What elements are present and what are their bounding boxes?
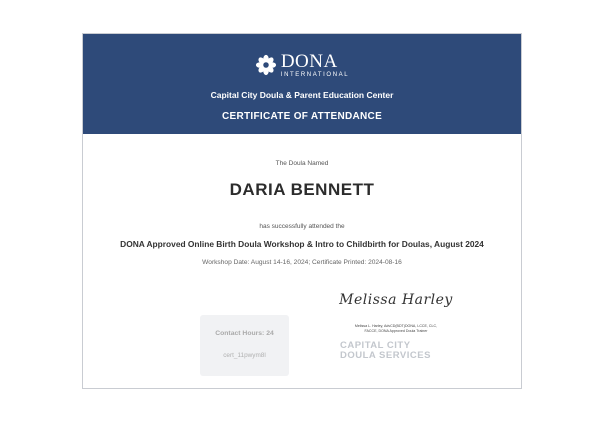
capital-city-doula-services-logo	[340, 341, 450, 361]
signature: Melissa Harley	[339, 292, 453, 308]
flower-icon	[255, 54, 277, 76]
attended-text: has successfully attended the	[259, 223, 345, 230]
signer-line-2: FACCE, DONA Approved Doula Trainer	[364, 329, 428, 334]
organization-name: Capital City Doula & Parent Education Center	[210, 90, 394, 100]
workshop-dates: Workshop Date: August 14-16, 2024; Certificate Printed: 2024-08-16	[202, 259, 402, 266]
certificate-banner	[83, 34, 521, 134]
certificate-title: CERTIFICATE OF ATTENDANCE	[221, 111, 383, 122]
course-title: DONA Approved Online Birth Doula Workshop & Intro to Childbirth for Doulas, August 2024	[120, 239, 484, 249]
logo-word: DONA	[280, 51, 338, 72]
services-logo-line-2: DOULA SERVICES	[340, 349, 431, 361]
contact-hours-box	[200, 315, 289, 376]
recipient-name: DARIA BENNETT	[229, 180, 375, 199]
intro-text: The Doula Named	[275, 160, 329, 167]
signer-credentials	[321, 324, 471, 334]
dona-logo	[83, 52, 521, 81]
services-logo-line-1: CAPITAL CITY	[340, 340, 411, 351]
signer-line-1: Melissa L. Harley, AdvCD(BDT)DONA, LCCE, CLC,	[354, 324, 438, 328]
certificate-id: cert_11pwym8l	[223, 352, 266, 359]
certificate	[82, 33, 522, 389]
contact-hours: Contact Hours: 24	[215, 330, 274, 337]
logo-subtitle: INTERNATIONAL	[280, 72, 350, 78]
